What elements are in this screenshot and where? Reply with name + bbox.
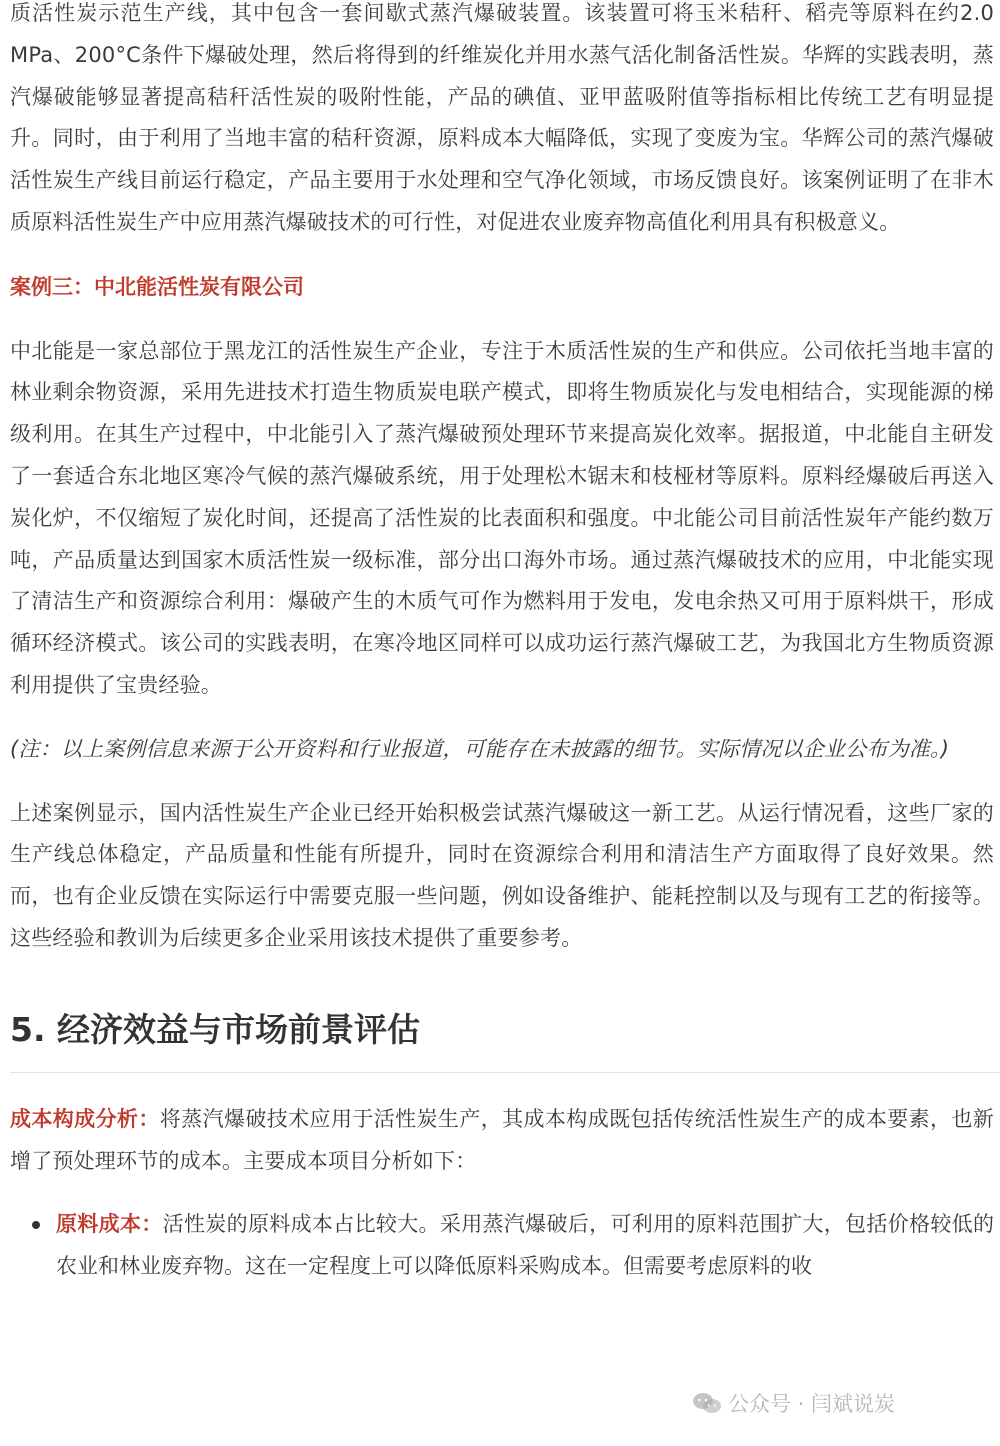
- watermark: [692, 1388, 895, 1418]
- paragraph-case3: 中北能是一家总部位于黑龙江的活性炭生产企业，专注于木质活性炭的生产和供应。公司依托当地丰富的林业剩余物资源，采用先进技术打造生物质炭电联产模式，即将生物质炭化与发电相结合，实现能源的梯级利用。在其生产过程中，中北能引入了蒸汽爆破预处理环节来提高炭化效率。据报道，中北能自主研发了一套适合东北地区寒冷气候的蒸汽爆破系统，用于处理松木锯末和枝桠材等原料。原料经爆破后再送入炭化炉，不仅缩短了炭化时间，还提高了活性炭的比表面积和强度。中北能公司目前活性炭年产能约数万吨，产品质量达到国家木质活性炭一级标准，部分出口海外市场。通过蒸汽爆破技术的应用，中北能实现了清洁生产和资源综合利用：爆破产生的木质气可作为燃料用于发电，发电余热又可用于原料烘干，形成循环经济模式。该公司的实践表明，在寒冷地区同样可以成功运行蒸汽爆破工艺，为我国北方生物质资源利用提供了宝贵经验。: [10, 338, 994, 697]
- note-paragraph: (注：以上案例信息来源于公开资料和行业报道，可能存在未披露的细节。实际情况以企业公布为准。): [10, 736, 950, 761]
- cost-items-list: [10, 1204, 994, 1288]
- section-divider: [10, 1072, 1000, 1073]
- case-three-title: 案例三：中北能活性炭有限公司: [10, 274, 304, 299]
- section-heading: 5. 经济效益与市场前景评估: [10, 1009, 420, 1049]
- bullet-dot: [32, 1221, 40, 1229]
- paragraph-summary: 上述案例显示，国内活性炭生产企业已经开始积极尝试蒸汽爆破这一新工艺。从运行情况看，这些厂家的生产线总体稳定，产品质量和性能有所提升，同时在资源综合利用和清洁生产方面取得了良好效果。然而，也有企业反馈在实际运行中需要克服一些问题，例如设备维护、能耗控制以及与现有工艺的衔接等。这些经验和教训为后续更多企业采用该技术提供了重要参考。: [10, 800, 994, 950]
- article-body: [10, 0, 994, 1288]
- list-item: [10, 1204, 994, 1288]
- watermark-text: 公众号 · 闫斌说炭: [728, 1392, 896, 1416]
- raw-material-cost-lead: 原料成本：: [56, 1212, 163, 1237]
- wechat-icon: [692, 1392, 722, 1414]
- paragraph-case2-continued: 质活性炭示范生产线，其中包含一套间歇式蒸汽爆破装置。该装置可将玉米秸秆、稻壳等原料在约2.0 MPa、200°C条件下爆破处理，然后将得到的纤维炭化并用水蒸气活化制备活性炭。华辉的实践表明，蒸汽爆破能够显著提高秸秆活性炭的吸附性能，产品的碘值、亚甲蓝吸附值等指标相比传统工艺有明显提升。同时，由于利用了当地丰富的秸秆资源，原料成本大幅降低，实现了变废为宝。华辉公司的蒸汽爆破活性炭生产线目前运行稳定，产品主要用于水处理和空气净化领域，市场反馈良好。该案例证明了在非木质原料活性炭生产中应用蒸汽爆破技术的可行性，对促进农业废弃物高值化利用具有积极意义。: [10, 1, 994, 234]
- paragraph-cost-analysis: [10, 1099, 994, 1183]
- cost-analysis-lead: 成本构成分析：: [10, 1106, 160, 1131]
- cost-analysis-text: 将蒸汽爆破技术应用于活性炭生产，其成本构成既包括传统活性炭生产的成本要素，也新增了预处理环节的成本。主要成本项目分析如下：: [10, 1106, 995, 1173]
- raw-material-cost-text: 活性炭的原料成本占比较大。采用蒸汽爆破后，可利用的原料范围扩大，包括价格较低的农业和林业废弃物。这在一定程度上可以降低原料采购成本。但需要考虑原料的收: [56, 1212, 995, 1279]
